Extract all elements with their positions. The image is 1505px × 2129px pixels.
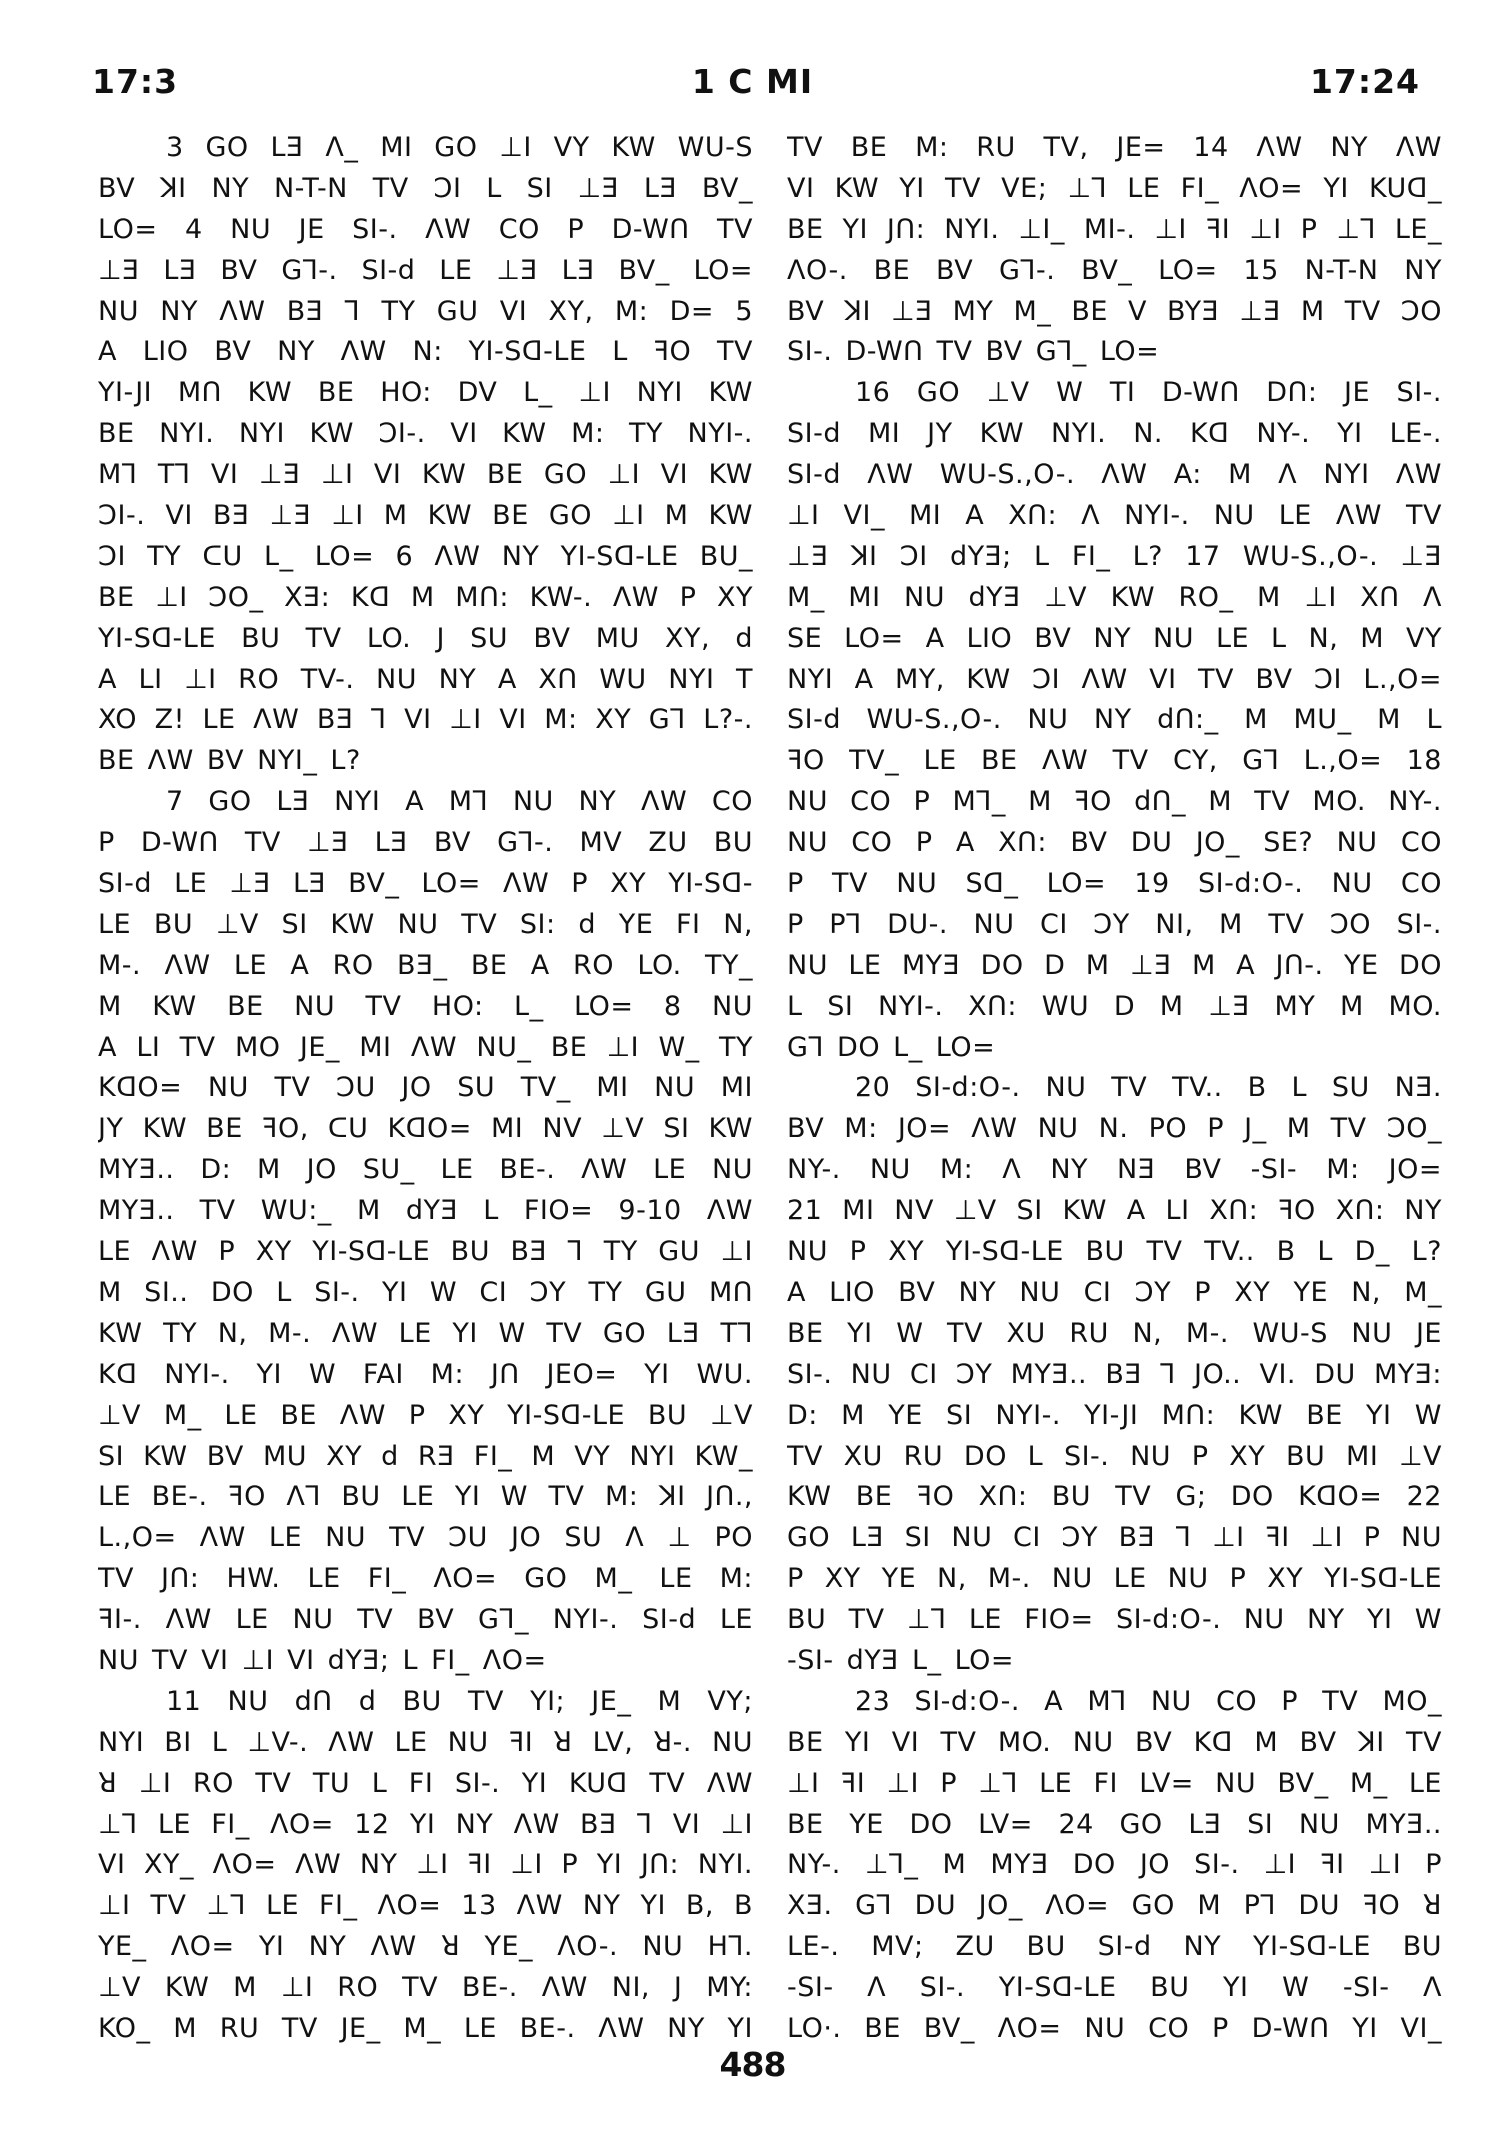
text-line: M⅂ T⅂ VI ⊥Ǝ ⊥I VI KW BE GO ⊥I VI KW [98, 459, 753, 491]
text-line: L.,O= ΛW LE NU TV ƆU JO SU Λ ⊥ PO [98, 1522, 753, 1554]
text-line: ƆI TY ᑕU L_ LO= 6 ΛW NY YI-Sꓷ-LE BU_ [98, 540, 753, 572]
text-line: -SI- dYƎ L_ LO= [787, 1644, 1015, 1676]
text-line: TV XU RU DO L SI-. NU P XY BU MI ⊥V [787, 1440, 1442, 1472]
text-line: ⊥I ꟻI ⊥I P ⊥⅂ LE FI LV= NU BV_ M_ LE [787, 1767, 1442, 1799]
text-line: 21 MI NV ⊥V SI KW A LI Xᑎ: ꟻO Xᑎ: NY [787, 1195, 1442, 1227]
text-line: 11 NU dᑎ d BU TV YI; JE_ M VY; [166, 1685, 753, 1717]
text-line: A LI TV MO JE_ MI ΛW NU_ BE ⊥I W_ TY [98, 1031, 753, 1063]
text-line: YI-JI Mᑎ KW BE HO: DV L_ ⊥I NYI KW [98, 377, 753, 409]
text-line: TV BE M: RU TV, JE= 14 ΛW NY ΛW [787, 132, 1442, 163]
text-line: NU TV VI ⊥I VI dYƎ; L FI_ ΛO= [98, 1644, 547, 1676]
text-line: LO·. BE BV_ ΛO= NU CO P D-Wᑎ YI VI_ [787, 2012, 1442, 2044]
text-line: BU TV ⊥⅂ LE FIO= SI-d:O-. NU NY YI W [787, 1604, 1442, 1636]
text-line: YI-Sꓷ-LE BU TV LO. J SU BV MU XY, d [98, 622, 753, 654]
header-chapter-verse-end: 17:24 [1309, 62, 1420, 101]
text-line: GO LƎ SI NU CI ƆY BƎ ꓶ ⊥I ꟻI ⊥I P NU [787, 1522, 1442, 1554]
text-line: ⊥⅂ LE FI_ ΛO= 12 YI NY ΛW BƎ ꓶ VI ⊥I [98, 1808, 753, 1840]
text-line: 20 SI-d:O-. NU TV TV.. B L SU NƎ. [855, 1072, 1442, 1104]
text-line: ⊥V KW M ⊥I RO TV BE-. ΛW NI, J MY: [98, 1972, 753, 2004]
text-line: A LIO BV NY NU CI ƆY P XY YE N, M_ [787, 1276, 1442, 1308]
text-line: LE BE-. ꟻO Λ⅂ BU LE YI W TV M: ꓘI Jᑎ., [98, 1481, 753, 1513]
text-line: ꟻO TV_ LE BE ΛW TV CY, G⅂ L.,O= 18 [787, 745, 1442, 777]
text-line: NU CO P A Xᑎ: BV DU JO_ SE? NU CO [787, 827, 1442, 859]
text-line: VI KW YI TV VE; ⊥⅂ LE FI_ ΛO= YI KUꓷ_ [787, 172, 1442, 204]
text-line: P TV NU Sꓷ_ LO= 19 SI-d:O-. NU CO [787, 868, 1442, 900]
header-book-title: 1 C MI [691, 62, 814, 101]
text-line: A LI ⊥I RO TV-. NU NY A Xᑎ WU NYI T [98, 663, 753, 695]
text-line: TV Jᑎ: HW. LE FI_ ΛO= GO M_ LE M: [98, 1563, 753, 1595]
text-line: XƎ. G⅂ DU JO_ ΛO= GO M P⅂ DU ꟻO ꓤ [787, 1890, 1442, 1922]
text-line: ꓤ ⊥I RO TV TU L FI SI-. YI KUꓷ TV ΛW [98, 1767, 753, 1799]
text-line: 3 GO LƎ Λ_ MI GO ⊥I VY KW WU-S [166, 132, 753, 163]
text-line: -SI- Λ SI-. YI-Sꓷ-LE BU YI W -SI- Λ [787, 1972, 1442, 2004]
text-line: MYƎ.. D: M JO SU_ LE BE-. ΛW LE NU [98, 1154, 753, 1186]
text-line: Kꓷ NYI-. YI W FAI M: Jᑎ JEO= YI WU. [98, 1358, 753, 1390]
text-line: BE YI W TV XU RU N, M-. WU-S NU JE [787, 1317, 1442, 1349]
text-line: BE NYI. NYI KW ƆI-. VI KW M: TY NYI-. [98, 418, 753, 450]
text-line: LE ΛW P XY YI-Sꓷ-LE BU BƎ ꓶ TY GU ⊥I [98, 1236, 753, 1268]
text-line: JY KW BE ꟻO, ᑕU KꓷO= MI NV ⊥V SI KW [98, 1113, 753, 1145]
text-line: ⊥V M_ LE BE ΛW P XY YI-Sꓷ-LE BU ⊥V [98, 1399, 753, 1431]
text-line: BE ⊥I ƆO_ XƎ: Kꓷ M Mᑎ: KW-. ΛW P XY [98, 581, 753, 613]
text-line: A LIO BV NY ΛW N: YI-Sꓷ-LE L ꟻO TV [98, 336, 753, 368]
header-chapter-verse-start: 17:3 [92, 62, 179, 101]
text-line: YE_ ΛO= YI NY ΛW ꓤ YE_ ΛO-. NU H⅂. [98, 1931, 753, 1963]
text-line: P XY YE N, M-. NU LE NU P XY YI-Sꓷ-LE [787, 1563, 1442, 1595]
text-line: MYƎ.. TV WU:_ M dYƎ L FIO= 9-10 ΛW [98, 1195, 753, 1227]
text-line: LO= 4 NU JE SI-. ΛW CO P D-Wᑎ TV [98, 213, 753, 245]
text-line: LE-. MV; ZU BU SI-d NY YI-Sꓷ-LE BU [787, 1931, 1442, 1963]
text-line: NU LE MYƎ DO D M ⊥Ǝ M A Jᑎ-. YE DO [787, 949, 1442, 981]
text-line: 7 GO LƎ NYI A M⅂ NU NY ΛW CO [166, 786, 753, 818]
text-line: NU P XY YI-Sꓷ-LE BU TV TV.. B L D_ L? [787, 1236, 1442, 1268]
text-line: G⅂ DO L_ LO= [787, 1031, 996, 1063]
text-line: NU CO P M⅂_ M ꟻO dᑎ_ M TV MO. NY-. [787, 786, 1442, 818]
text-line: BE YI VI TV MO. NU BV Kꓷ M BV ꓘI TV [787, 1726, 1442, 1758]
text-line: SI-d LE ⊥Ǝ LƎ BV_ LO= ΛW P XY YI-Sꓷ- [98, 868, 753, 900]
text-line: P P⅂ DU-. NU CI ƆY NI, M TV ƆO SI-. [787, 908, 1442, 940]
text-line: NY-. NU M: Λ NY NƎ BV -SI- M: JO= [787, 1154, 1442, 1186]
text-line: 16 GO ⊥V W TI D-Wᑎ Dᑎ: JE SI-. [855, 377, 1442, 409]
text-line: SI-d MI JY KW NYI. N. Kꓷ NY-. YI LE-. [787, 418, 1442, 450]
text-line: ⊥I VI_ MI A Xᑎ: Λ NYI-. NU LE ΛW TV [787, 500, 1442, 532]
text-line: XO Z! LE ΛW BƎ ꓶ VI ⊥I VI M: XY G⅂ L?-. [98, 704, 753, 736]
text-line: SI-. NU CI ƆY MYƎ.. BƎ ꓶ JO.. VI. DU MYƎ: [787, 1358, 1442, 1390]
text-line: SE LO= A LIO BV NY NU LE L N, M VY [787, 622, 1442, 654]
text-line: L SI NYI-. Xᑎ: WU D M ⊥Ǝ MY M MO. [787, 990, 1442, 1022]
right-text-column [787, 128, 1442, 2050]
text-line: 23 SI-d:O-. A M⅂ NU CO P TV MO_ [855, 1685, 1442, 1717]
running-head [0, 62, 1505, 102]
text-line: M_ MI NU dYƎ ⊥V KW RO_ M ⊥I Xᑎ Λ [787, 581, 1442, 613]
text-line: ⊥I TV ⊥⅂ LE FI_ ΛO= 13 ΛW NY YI B, B [98, 1890, 753, 1922]
text-line: NY-. ⊥⅂_ M MYƎ DO JO SI-. ⊥I ꟻI ⊥I P [787, 1849, 1442, 1881]
text-line: BV M: JO= ΛW NU N. PO P J_ M TV ƆO_ [787, 1113, 1442, 1145]
text-line: KO_ M RU TV JE_ M_ LE BE-. ΛW NY YI [98, 2012, 753, 2044]
text-line: VI XY_ ΛO= ΛW NY ⊥I ꟻI ⊥I P YI Jᑎ: NYI. [98, 1849, 753, 1881]
text-line: BV ꓘI ⊥Ǝ MY M_ BE V BYƎ ⊥Ǝ M TV ƆO [787, 295, 1442, 327]
text-line: M-. ΛW LE A RO BƎ_ BE A RO LO. TY_ [98, 949, 753, 981]
text-line: NU NY ΛW BƎ ꓶ TY GU VI XY, M: D= 5 [98, 295, 753, 327]
text-line: ⊥Ǝ LƎ BV G⅂-. SI-d LE ⊥Ǝ LƎ BV_ LO= [98, 254, 753, 286]
text-line: BE ΛW BV NYI_ L? [98, 745, 361, 777]
text-line: SI KW BV MU XY d RƎ FI_ M VY NYI KW_ [98, 1440, 753, 1472]
text-line: BE YE DO LV= 24 GO LƎ SI NU MYƎ.. [787, 1808, 1442, 1840]
text-line: NYI BI L ⊥V-. ΛW LE NU ꟻI ꓤ LV, ꓤ-. NU [98, 1726, 753, 1758]
text-line: LE BU ⊥V SI KW NU TV SI: d YE FI N, [98, 908, 753, 940]
text-line: KW BE ꟻO Xᑎ: BU TV G; DO KꓷO= 22 [787, 1481, 1442, 1513]
text-line: SI-d ΛW WU-S.,O-. ΛW A: M Λ NYI ΛW [787, 459, 1442, 491]
text-line: BE YI Jᑎ: NYI. ⊥I_ MI-. ⊥I ꟻI ⊥I P ⊥⅂ LE_ [787, 213, 1442, 245]
text-line: M SI.. DO L SI-. YI W CI ƆY TY GU Mᑎ [98, 1276, 753, 1308]
text-line: ꟻI-. ΛW LE NU TV BV G⅂_ NYI-. SI-d LE [98, 1604, 753, 1636]
text-line: ƆI-. VI BƎ ⊥Ǝ ⊥I M KW BE GO ⊥I M KW [98, 500, 753, 532]
text-line: M KW BE NU TV HO: L_ LO= 8 NU [98, 990, 753, 1022]
page-number: 488 [719, 2045, 786, 2084]
text-line: KW TY N, M-. ΛW LE YI W TV GO LƎ T⅂ [98, 1317, 753, 1349]
text-line: D: M YE SI NYI-. YI-JI Mᑎ: KW BE YI W [787, 1399, 1442, 1431]
text-line: ΛO-. BE BV G⅂-. BV_ LO= 15 N-T-N NY [787, 254, 1442, 286]
text-line: BV ꓘI NY N-T-N TV ƆI L SI ⊥Ǝ LƎ BV_ [98, 172, 753, 204]
text-line: SI-d WU-S.,O-. NU NY dᑎ:_ M MU_ M L [787, 704, 1442, 736]
text-line: P D-Wᑎ TV ⊥Ǝ LƎ BV G⅂-. MV ZU BU [98, 827, 753, 859]
text-line: SI-. D-Wᑎ TV BV G⅂_ LO= [787, 336, 1160, 368]
text-line: ⊥Ǝ ꓘI ƆI dYƎ; L FI_ L? 17 WU-S.,O-. ⊥Ǝ [787, 540, 1442, 572]
text-line: KꓷO= NU TV ƆU JO SU TV_ MI NU MI [98, 1072, 753, 1104]
text-line: NYI A MY, KW ƆI ΛW VI TV BV ƆI L.,O= [787, 663, 1442, 695]
left-text-column [98, 128, 753, 2050]
